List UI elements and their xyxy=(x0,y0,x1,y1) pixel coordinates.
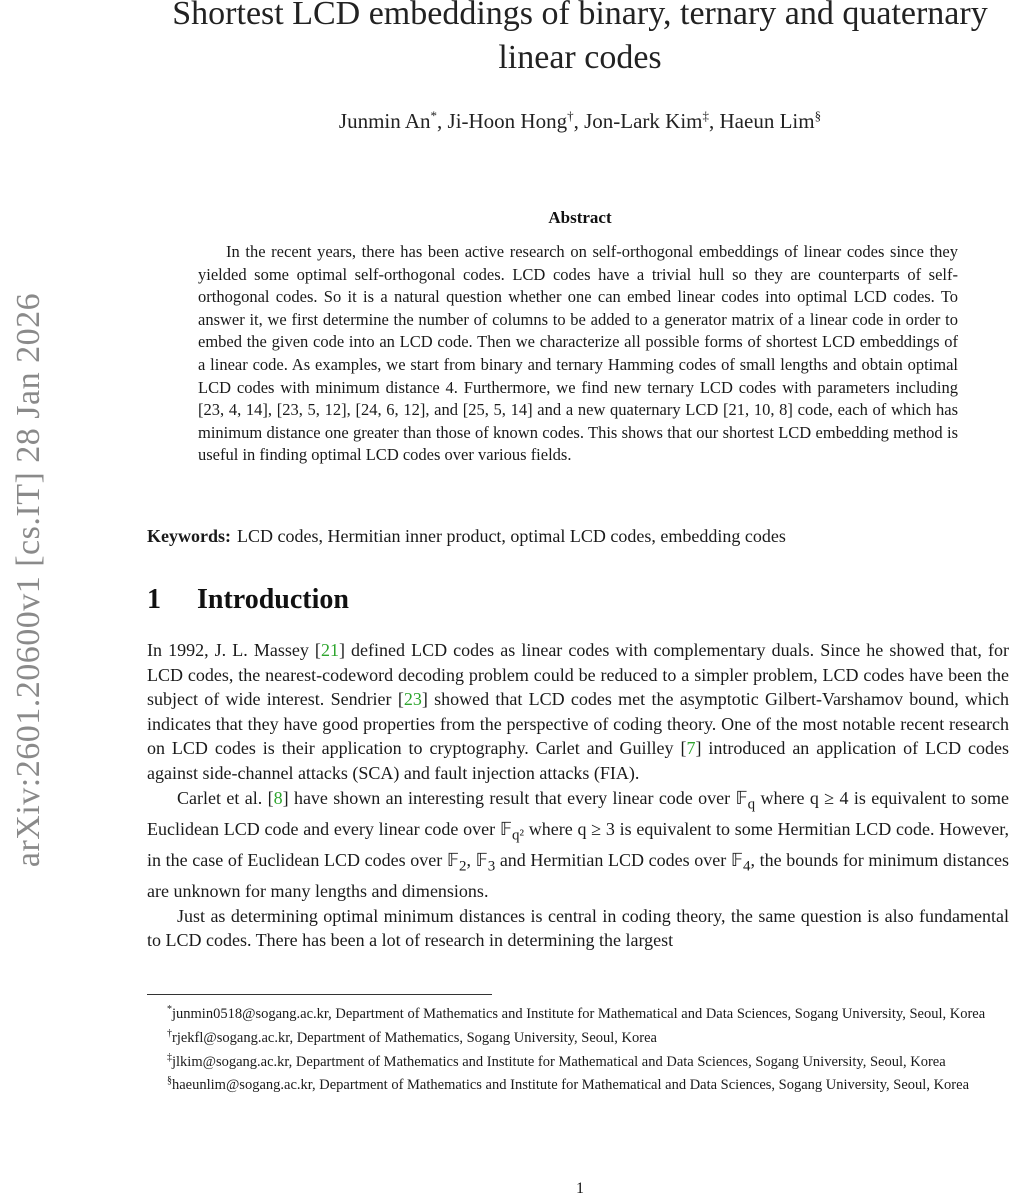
footnote xyxy=(147,1071,1009,1095)
text-run: where q ≥ 3 is equivalent to some Hermitian LCD code. However, in the case of Euclidean LCD codes over 𝔽 xyxy=(147,818,1009,870)
text-run: ] have shown an interesting result that every linear code over 𝔽 xyxy=(282,787,748,808)
intro-paragraph-2 xyxy=(147,786,1009,904)
keywords-line xyxy=(147,526,1010,547)
footnote xyxy=(147,1048,1009,1072)
text-run: ] defined LCD codes as linear codes with complementary duals. Since he showed that, for LCD codes, the nearest-codeword decoding problem could be reduced to a simpler problem, LCD codes have been the subject of wide interest. Sendrier [ xyxy=(147,640,1009,710)
subscript: 3 xyxy=(487,858,496,875)
keywords-text: LCD codes, Hermitian inner product, optimal LCD codes, embedding codes xyxy=(237,526,786,546)
citation-link[interactable]: 7 xyxy=(686,738,696,759)
author-mark: * xyxy=(430,108,438,123)
abstract-heading: Abstract xyxy=(548,208,612,227)
section-heading xyxy=(147,584,747,616)
subscript: 4 xyxy=(742,858,751,875)
keywords-label: Keywords: xyxy=(147,526,231,546)
intro-paragraph-1 xyxy=(147,638,1009,786)
text-run: , 𝔽 xyxy=(466,849,488,870)
footnote-mark: ‡ xyxy=(167,1051,172,1063)
text-run: ] showed that LCD codes met the asymptotic Gilbert-Varshamov bound, which indicates that they have good properties from the perspective of coding theory. One of the most notable recent research on LCD codes is their application to cryptography. Carlet and Guilley [ xyxy=(147,689,1010,759)
intro-paragraph-3: Just as determining optimal minimum distances is central in coding theory, the same question is also fundamental to LCD codes. There has been a lot of research in determining the largest xyxy=(147,905,1009,951)
subscript: q² xyxy=(511,827,524,844)
text-run: Carlet et al. [ xyxy=(177,787,274,808)
author-mark: † xyxy=(567,108,574,123)
subscript: q xyxy=(747,796,756,813)
author-mark: § xyxy=(814,108,822,123)
abstract-text: In the recent years, there has been active research on self-orthogonal embeddings of linear codes since they yielded some optimal self-orthogonal codes. LCD codes have a trivial hull so they are counterparts of self-orthogonal codes. So it is a natural question whether one can embed linear codes into optimal LCD codes. To answer it, we first determine the number of columns to be added to a generator matrix of a linear code in order to embed the given code into an LCD code. Then we characterize all possible forms of shortest LCD embeddings of a linear code. As examples, we start from binary and ternary Hamming codes of small lengths and obtain optimal LCD codes with minimum distance 4. Furthermore, we find new ternary LCD codes with parameters including [23, 4, 14], [23, 5, 12], [24, 6, 12], and [25, 5, 14] and a new quaternary LCD [21, 10, 8] code, each of which has minimum distance one greater than those of known codes. This shows that our shortest LCD embedding method is useful in finding optimal LCD codes over various fields. xyxy=(198,242,958,465)
footnote-mark: * xyxy=(167,1004,172,1015)
text-run: and Hermitian LCD codes over 𝔽 xyxy=(495,849,743,870)
subscript: 2 xyxy=(458,858,467,875)
author-name: Jon-Lark Kim xyxy=(584,109,703,133)
footnote-mark: § xyxy=(167,1075,172,1087)
footnote-text: junmin0518@sogang.ac.kr, Department of Mathematics and Institute for Mathematical and Data Sciences, Sogang University, Seoul, Korea xyxy=(172,1005,986,1022)
text-run: ] introduced an application of LCD codes against side-channel attacks (SCA) and fault injection attacks (FIA). xyxy=(147,738,1009,783)
text-run: where q ≥ 4 is equivalent to some Euclidean LCD code and every linear code over 𝔽 xyxy=(147,787,1009,839)
page-number: 1 xyxy=(576,1180,584,1197)
citation-link[interactable]: 21 xyxy=(320,640,339,660)
text-run: In 1992, J. L. Massey [ xyxy=(147,640,321,660)
footnote xyxy=(147,1024,1009,1048)
text-run: , the bounds for minimum distances are unknown for many lengths and dimensions. xyxy=(147,849,1010,902)
section-title: Introduction xyxy=(197,584,349,615)
footnote xyxy=(147,1000,1009,1024)
author-list: Junmin An*, Ji-Hoon Hong†, Jon-Lark Kim‡, Haeun Lim§ xyxy=(338,108,822,133)
author-mark: ‡ xyxy=(702,108,710,123)
footnote-mark: † xyxy=(167,1027,172,1039)
author-name: Junmin An xyxy=(338,109,431,133)
author-name: Ji-Hoon Hong xyxy=(447,109,568,133)
footnote-divider xyxy=(147,994,492,995)
footnote-text: haeunlim@sogang.ac.kr, Department of Mathematics and Institute for Mathematical and Data Sciences, Sogang University, Seoul, Korea xyxy=(172,1077,970,1094)
paper-title: Shortest LCD embeddings of binary, ternary and quaternary linear codes xyxy=(172,0,988,76)
citation-link[interactable]: 8 xyxy=(273,787,283,808)
introduction-body xyxy=(147,638,1009,953)
author-name: Haeun Lim xyxy=(719,109,815,133)
citation-link[interactable]: 23 xyxy=(403,689,422,710)
arxiv-identifier-stamp: arXiv:2601.20600v1 [cs.IT] 28 Jan 2026 xyxy=(10,292,47,868)
footnotes xyxy=(147,1000,1009,1095)
footnote-text: jlkim@sogang.ac.kr, Department of Mathematics and Institute for Mathematical and Data Sciences, Sogang University, Seoul, Korea xyxy=(172,1053,946,1070)
footnote-text: rjekfl@sogang.ac.kr, Department of Mathematics, Sogang University, Seoul, Korea xyxy=(172,1029,657,1046)
section-number: 1 xyxy=(147,584,161,615)
